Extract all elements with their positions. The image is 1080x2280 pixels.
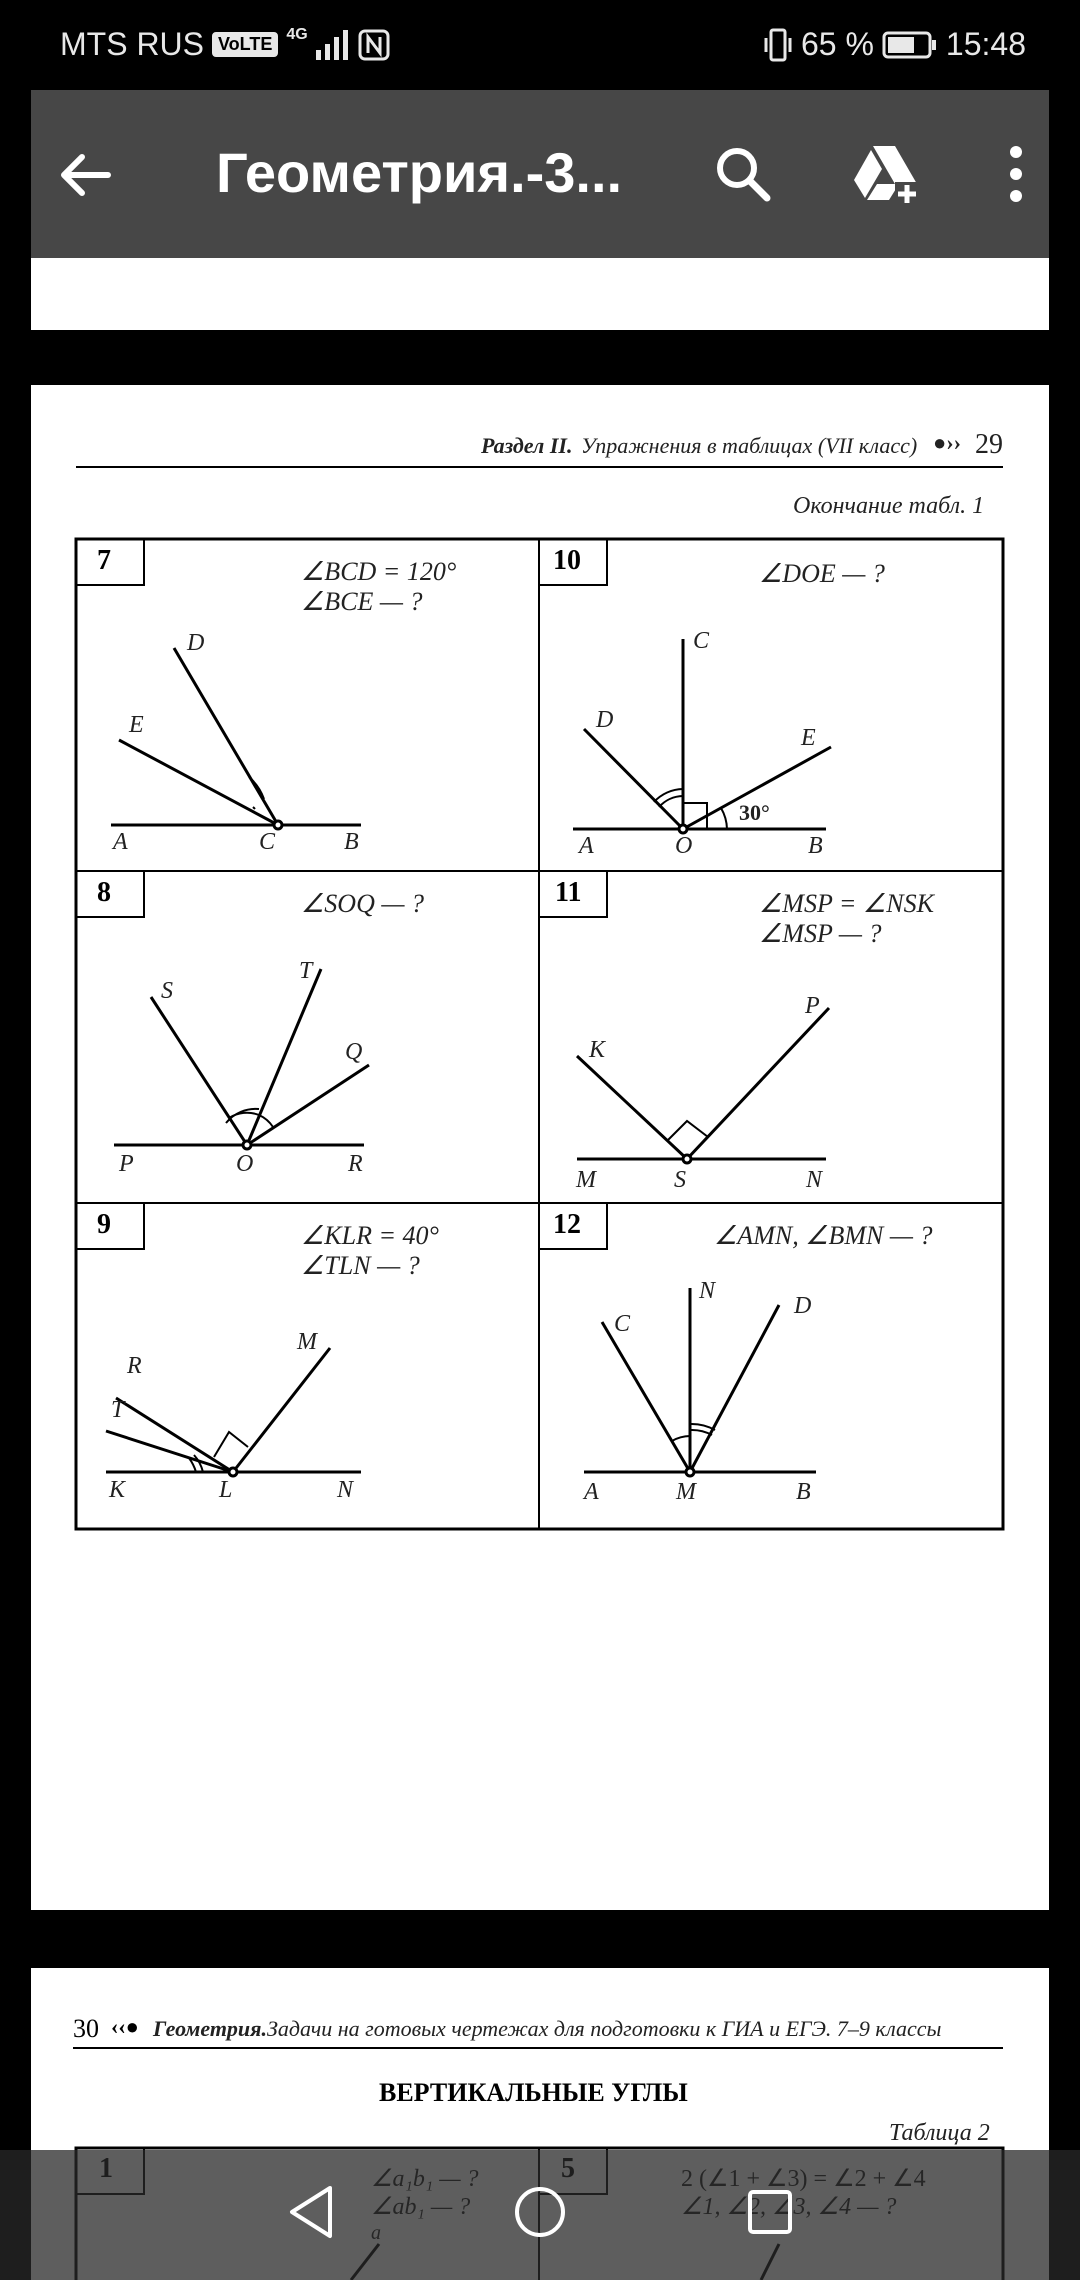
- page-30-number: 30: [73, 2014, 99, 2043]
- page-header-section: Раздел II.: [481, 433, 573, 458]
- app-toolbar: [31, 90, 1049, 258]
- status-bar: [0, 0, 1080, 90]
- vibrate-icon: [763, 28, 793, 62]
- question-9b: ∠TLN — ?: [301, 1251, 420, 1280]
- table-continuation: Окончание табл. 1: [793, 493, 985, 519]
- recents-nav-icon[interactable]: [740, 2182, 800, 2242]
- cell-number-10: 10: [553, 545, 581, 576]
- page-30-marks: ‹‹●: [111, 2014, 139, 2039]
- navigation-bar: [0, 2150, 1080, 2280]
- network-type: 4G: [286, 26, 308, 43]
- label-9-n: N: [337, 1477, 354, 1503]
- label-12-d: D: [794, 1293, 812, 1319]
- nfc-icon: [358, 29, 390, 61]
- question-11b: ∠MSP — ?: [759, 919, 882, 948]
- question-10: ∠DOE — ?: [759, 559, 885, 588]
- label-12-m: M: [676, 1479, 696, 1505]
- question-12: ∠AMN, ∠BMN — ?: [714, 1221, 933, 1250]
- page-header-marks: ●››: [933, 430, 961, 455]
- label-11-p: P: [805, 993, 820, 1019]
- page-number: 29: [975, 429, 1003, 460]
- label-11-k: K: [589, 1037, 606, 1063]
- label-11-s: S: [674, 1167, 686, 1193]
- label-10-30: 30°: [739, 800, 770, 825]
- back-nav-icon[interactable]: [282, 2182, 342, 2242]
- label-12-a: A: [584, 1479, 599, 1505]
- label-8-r: R: [348, 1151, 363, 1177]
- label-9-l: L: [219, 1477, 233, 1503]
- document-title: Геометрия.-3...: [216, 141, 623, 204]
- book-title: Геометрия.: [153, 2016, 267, 2041]
- signal-icon: [316, 30, 350, 60]
- cell-number-8: 8: [97, 877, 111, 908]
- search-icon[interactable]: [711, 142, 775, 206]
- carrier-name: MTS RUS: [60, 26, 204, 62]
- label-8-s: S: [161, 978, 173, 1004]
- label-8-p: P: [119, 1151, 134, 1177]
- figure-7: [111, 648, 361, 829]
- label-9-r: R: [127, 1353, 142, 1379]
- label-7-c: C: [259, 829, 276, 855]
- label-10-b: B: [808, 833, 823, 859]
- label-10-c: C: [693, 628, 710, 654]
- label-10-e: E: [801, 725, 816, 751]
- clock: 15:48: [945, 26, 1026, 62]
- label-12-n: N: [699, 1278, 716, 1304]
- figure-9: [106, 1348, 361, 1476]
- cell-number-7: 7: [97, 545, 111, 576]
- book-subtitle: Задачи на готовых чертежах для подготовки к ГИА и ЕГЭ. 7–9 классы: [267, 2016, 942, 2041]
- cell-number-11: 11: [555, 877, 582, 908]
- label-9-k: K: [109, 1477, 126, 1503]
- back-arrow-icon[interactable]: [56, 145, 116, 205]
- label-8-o: O: [236, 1151, 254, 1177]
- figure-10: [573, 639, 831, 833]
- question-7b: ∠BCE — ?: [301, 587, 423, 616]
- page-29: [31, 385, 1049, 1910]
- label-7-a: A: [113, 829, 128, 855]
- home-nav-icon[interactable]: [510, 2182, 570, 2242]
- volte-badge: VoLTE: [212, 32, 278, 57]
- drive-add-icon[interactable]: [851, 142, 921, 206]
- exercise-table: [31, 385, 1049, 1910]
- label-11-m: M: [576, 1167, 596, 1193]
- battery-percent: 65 %: [800, 26, 874, 62]
- label-9-m: M: [297, 1329, 317, 1355]
- more-options-icon[interactable]: [1006, 142, 1026, 206]
- label-9-t: T: [111, 1397, 125, 1423]
- label-10-a: A: [579, 833, 594, 859]
- question-7a: ∠BCD = 120°: [301, 557, 457, 586]
- label-10-d: D: [596, 707, 614, 733]
- question-11a: ∠MSP = ∠NSK: [759, 889, 934, 918]
- cell-number-9: 9: [97, 1209, 111, 1240]
- label-8-q: Q: [345, 1039, 363, 1065]
- label-8-t: T: [299, 958, 313, 984]
- cell-number-12: 12: [553, 1209, 581, 1240]
- label-7-b: B: [344, 829, 359, 855]
- battery-icon: [882, 30, 938, 60]
- page-header-text: Упражнения в таблицах (VII класс): [581, 433, 918, 458]
- label-11-n: N: [806, 1167, 823, 1193]
- label-12-b: B: [796, 1479, 811, 1505]
- figure-11: [577, 1008, 829, 1163]
- section-heading: ВЕРТИКАЛЬНЫЕ УГЛЫ: [379, 2078, 688, 2107]
- label-7-e: E: [129, 712, 144, 738]
- label-10-o: O: [675, 833, 693, 859]
- label-7-d: D: [187, 630, 205, 656]
- label-12-c: C: [614, 1311, 631, 1337]
- table-label: Таблица 2: [889, 2120, 990, 2146]
- figure-8: [114, 969, 369, 1149]
- question-8: ∠SOQ — ?: [301, 889, 424, 918]
- question-9a: ∠KLR = 40°: [301, 1221, 439, 1250]
